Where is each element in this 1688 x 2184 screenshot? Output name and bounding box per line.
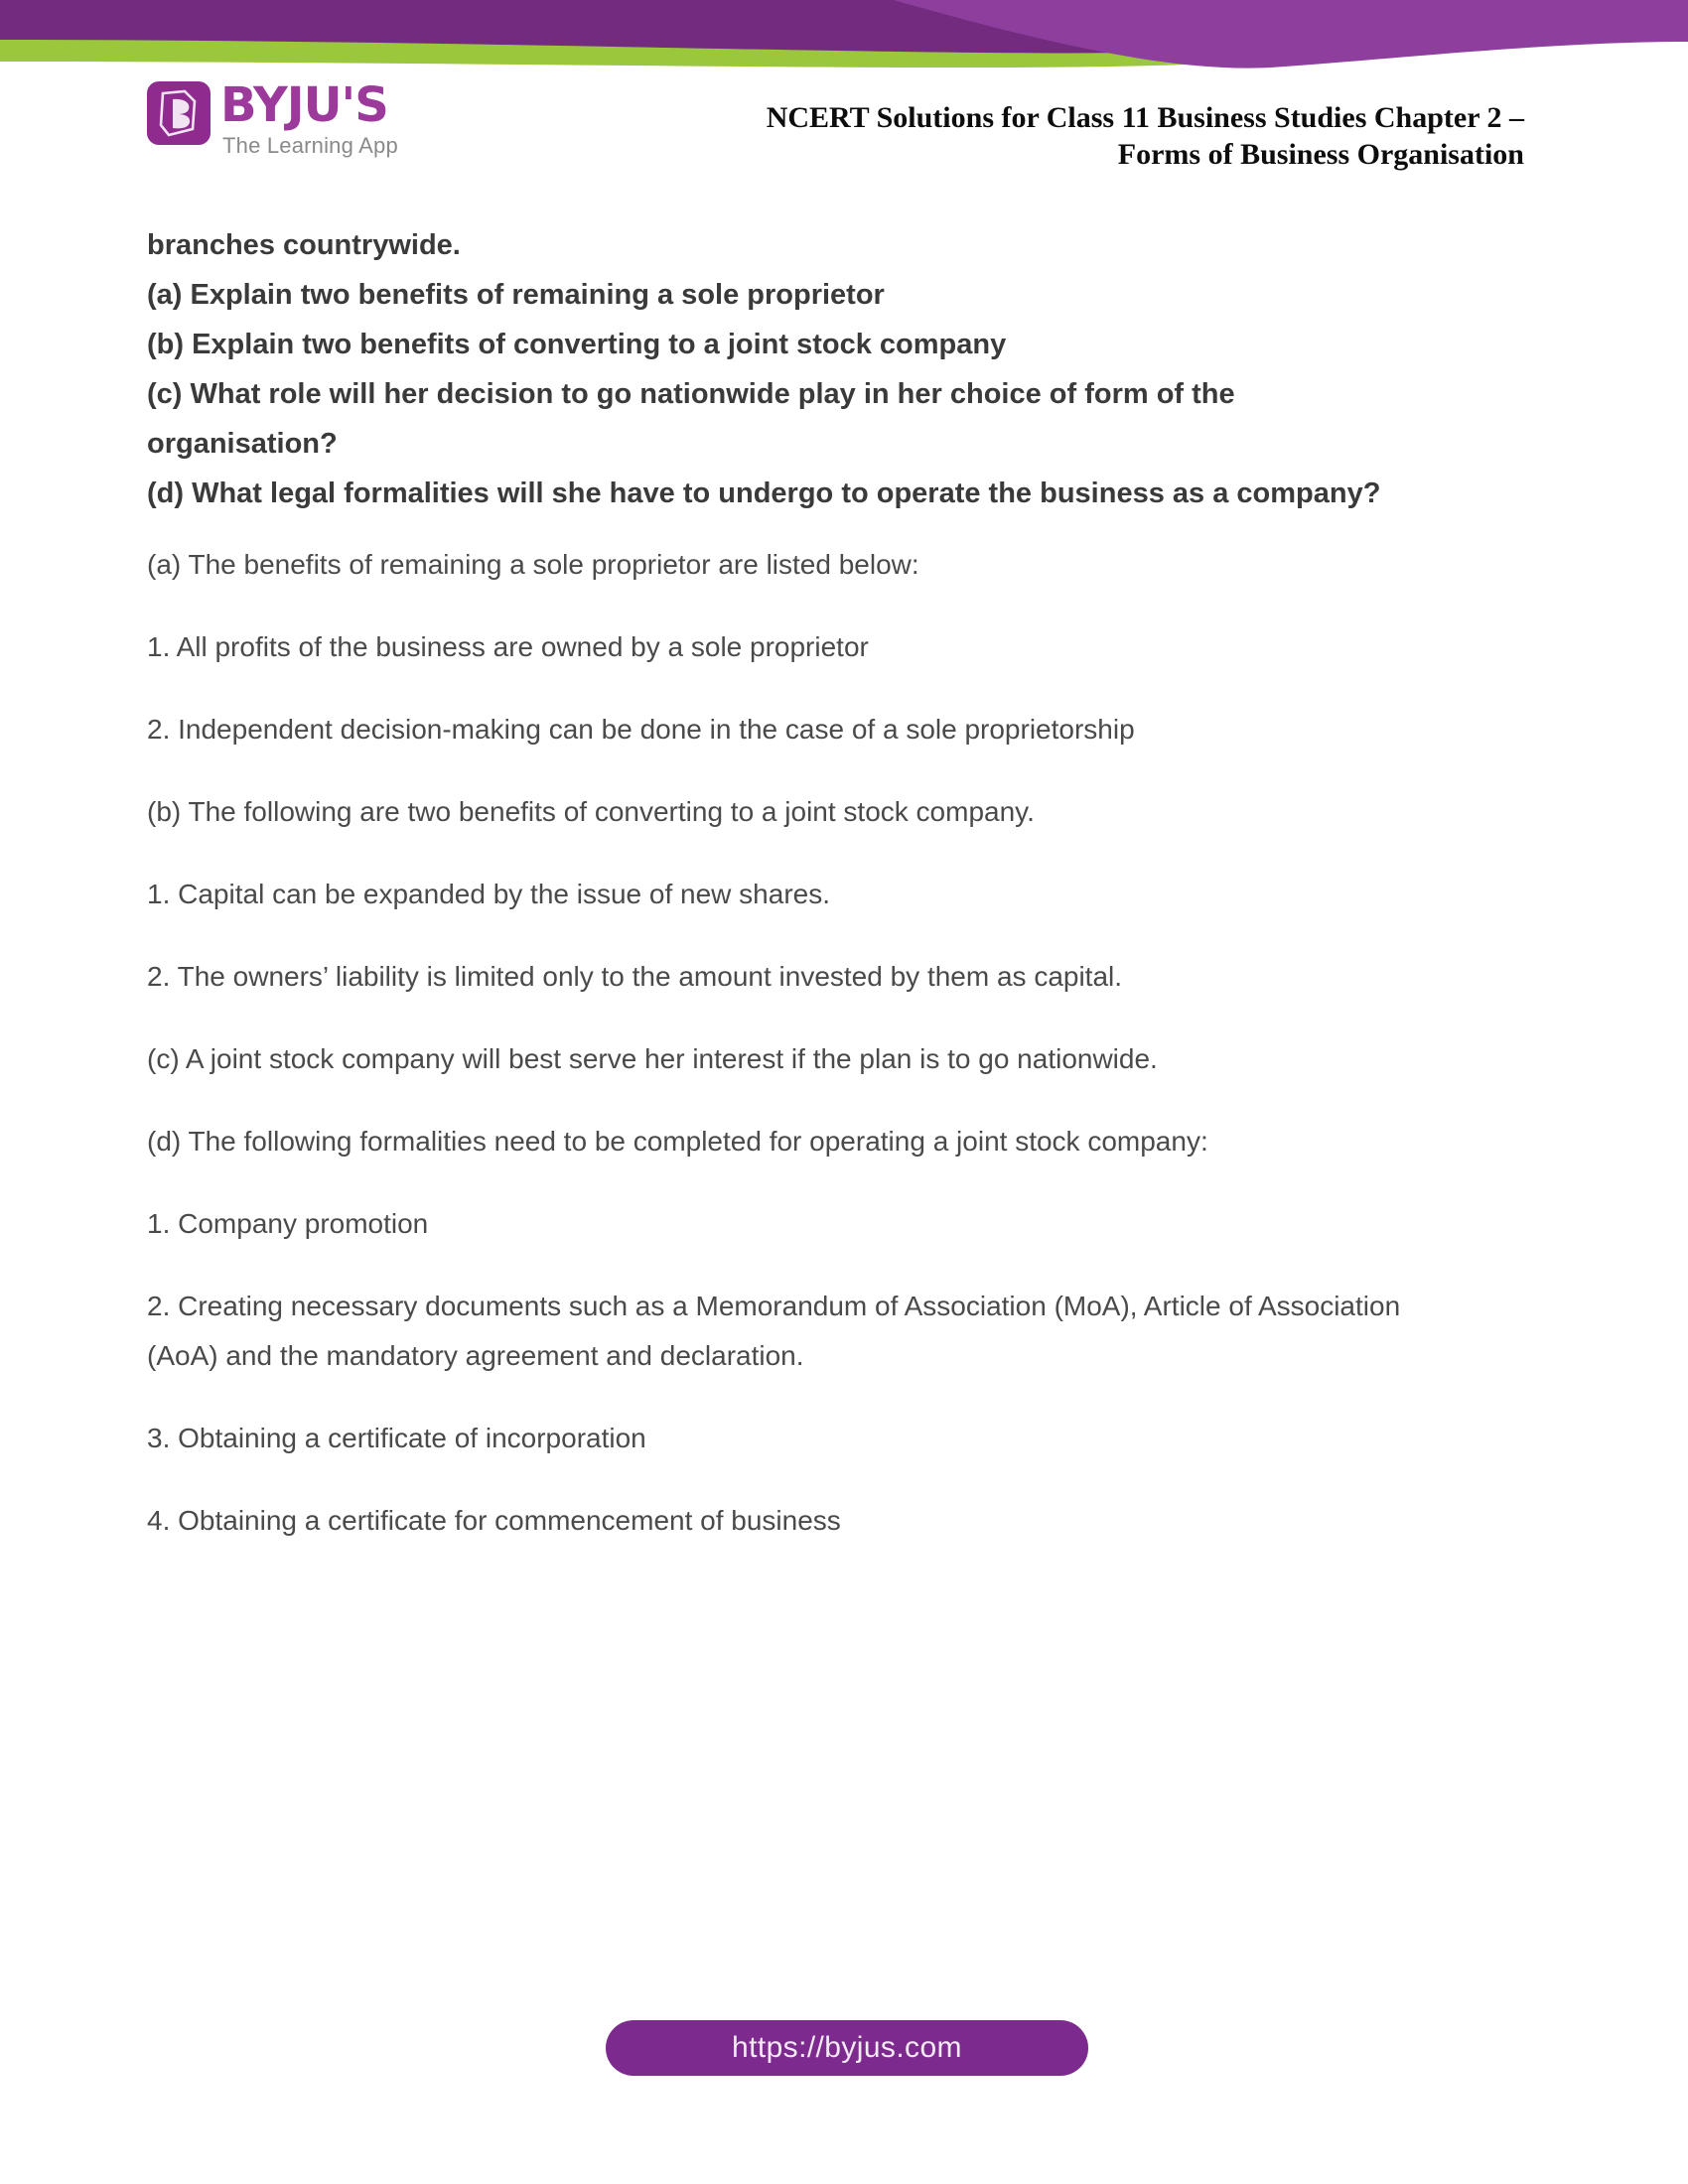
answer-paragraph: (d) The following formalities need to be completed for operating a joint stock company: [147,1126,1208,1157]
question-line-continuation: branches countrywide. [147,229,461,261]
byjus-b-glyph [159,89,199,137]
footer-url-button[interactable] [606,2020,1088,2076]
question-line-a: (a) Explain two benefits of remaining a sole proprietor [147,279,885,311]
answer-paragraph: (c) A joint stock company will best serve her interest if the plan is to go nationwide. [147,1043,1158,1074]
answer-paragraph: 1. Capital can be expanded by the issue of new shares. [147,879,830,909]
header-green-band [0,0,1688,68]
header-purple-accent [894,0,1688,68]
answer-paragraph: 1. Company promotion [147,1208,429,1239]
byjus-tagline: The Learning App [222,133,398,158]
question-block [147,220,1403,518]
header-purple-band [0,0,1688,54]
byjus-logo-mark [147,81,211,145]
byjus-logo [147,77,445,171]
question-line-c: (c) What role will her decision to go nationwide play in her choice of form of the organisation? [147,378,1235,460]
question-line-b: (b) Explain two benefits of converting to a joint stock company [147,329,1007,360]
answer-paragraph: 3. Obtaining a certificate of incorporation [147,1423,646,1453]
page-title-line-1: NCERT Solutions for Class 11 Business Studies Chapter 2 – [766,101,1524,134]
answer-paragraph: 1. All profits of the business are owned by a sole proprietor [147,631,869,662]
footer-url-label: https://byjus.com [732,2031,962,2064]
answer-paragraph: 4. Obtaining a certificate for commencement of business [147,1505,841,1536]
answer-paragraph: 2. Independent decision-making can be done in the case of a sole proprietorship [147,714,1135,745]
page-title [596,99,1524,173]
page-title-line-2: Forms of Business Organisation [1117,138,1524,171]
answer-paragraph: 2. Creating necessary documents such as a Memorandum of Association (MoA), Article of Association (AoA) and the mandatory agreement and declaration. [147,1291,1401,1371]
answer-paragraph: (a) The benefits of remaining a sole proprietor are listed below: [147,549,919,580]
answer-paragraph: 2. The owners’ liability is limited only to the amount invested by them as capital. [147,961,1123,992]
answer-paragraph: (b) The following are two benefits of converting to a joint stock company. [147,796,1035,827]
question-line-d: (d) What legal formalities will she have to undergo to operate the business as a company? [147,478,1381,509]
byjus-wordmark: BYJU'S [220,77,388,133]
document-content [147,220,1537,1578]
